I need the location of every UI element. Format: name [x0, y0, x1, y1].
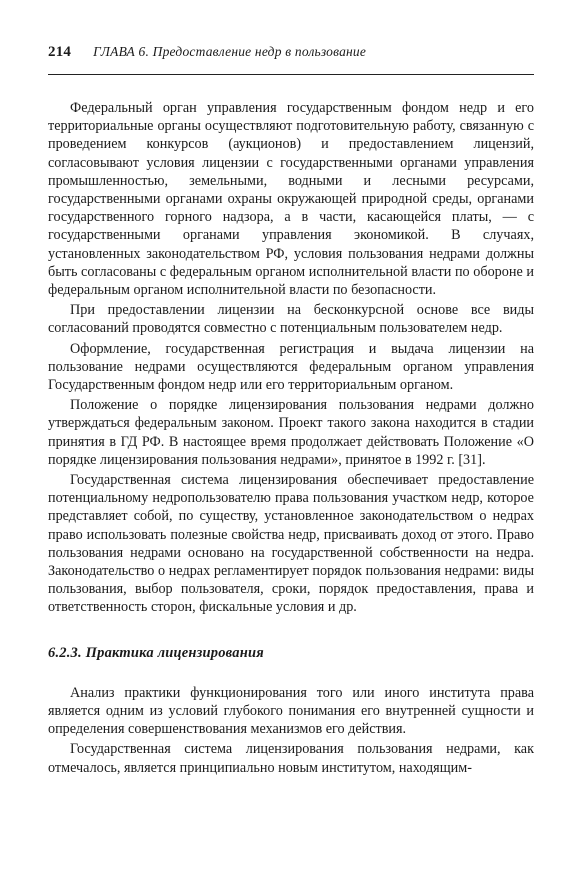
page-number: 214	[48, 44, 72, 60]
paragraph: Положение о порядке лицензирования пользования недрами должно утверждаться федеральным законом. Проект такого закона находится в стадии принятия в ГД РФ. В настоящее время продолжает действовать Положение «О порядке лицензирования пользования недрами», принятое в 1992 г. [31].	[48, 397, 534, 468]
page-header	[48, 44, 534, 75]
section-heading: 6.2.3. Практика лицензирования	[48, 644, 264, 661]
paragraph: При предоставлении лицензии на бесконкурсной основе все виды согласований проводятся совместно с потенциальным пользователем недр.	[48, 302, 534, 337]
paragraph: Оформление, государственная регистрация и выдача лицензии на пользование недрами осуществляются федеральным органом управления Государственным фондом недр или его территориальным органом.	[48, 340, 534, 394]
paragraph: Анализ практики функционирования того или иного института права является одним из условий глубокого понимания его внутренней сущности и определения совершенствования механизмов его действия.	[48, 684, 534, 738]
paragraph: Государственная система лицензирования пользования недрами, как отмечалось, является принципиально новым институтом, находящим-	[48, 741, 534, 776]
paragraph: Федеральный орган управления государственным фондом недр и его территориальные органы осуществляют подготовительную работу, связанную с проведением конкурсов (аукционов) и предоставлением лицензий, согласовывают условия лицензии с государственными органами управления промышленностью, земельными, водными и лесными ресурсами, государственными органами охраны окружающей природной среды, органами государственного горного надзора, а в части, касающейся платы, — с государственными органами управления экономикой. В случаях, установленных законодательством РФ, условия пользования недрами должны быть согласованы с федеральным органом исполнительной власти по обороне и федеральным органом исполнительной власти по безопасности.	[48, 100, 534, 299]
running-title: ГЛАВА 6. Предоставление недр в пользование	[93, 44, 367, 59]
paragraph: Государственная система лицензирования обеспечивает предоставление потенциальному недропользователю права пользования участком недр, которое представляет собой, по существу, установленное законодательством о недрах право использовать полезные свойства недр, присваивать доход от этого. Право пользования недрами основано на государственной собственности на недра. Законодательство о недрах регламентирует порядок пользования недрами: виды пользования, выбор пользователя, сроки, порядок предоставления, права и ответственность сторон, фискальные условия и др.	[48, 472, 534, 616]
main-text	[48, 99, 534, 777]
